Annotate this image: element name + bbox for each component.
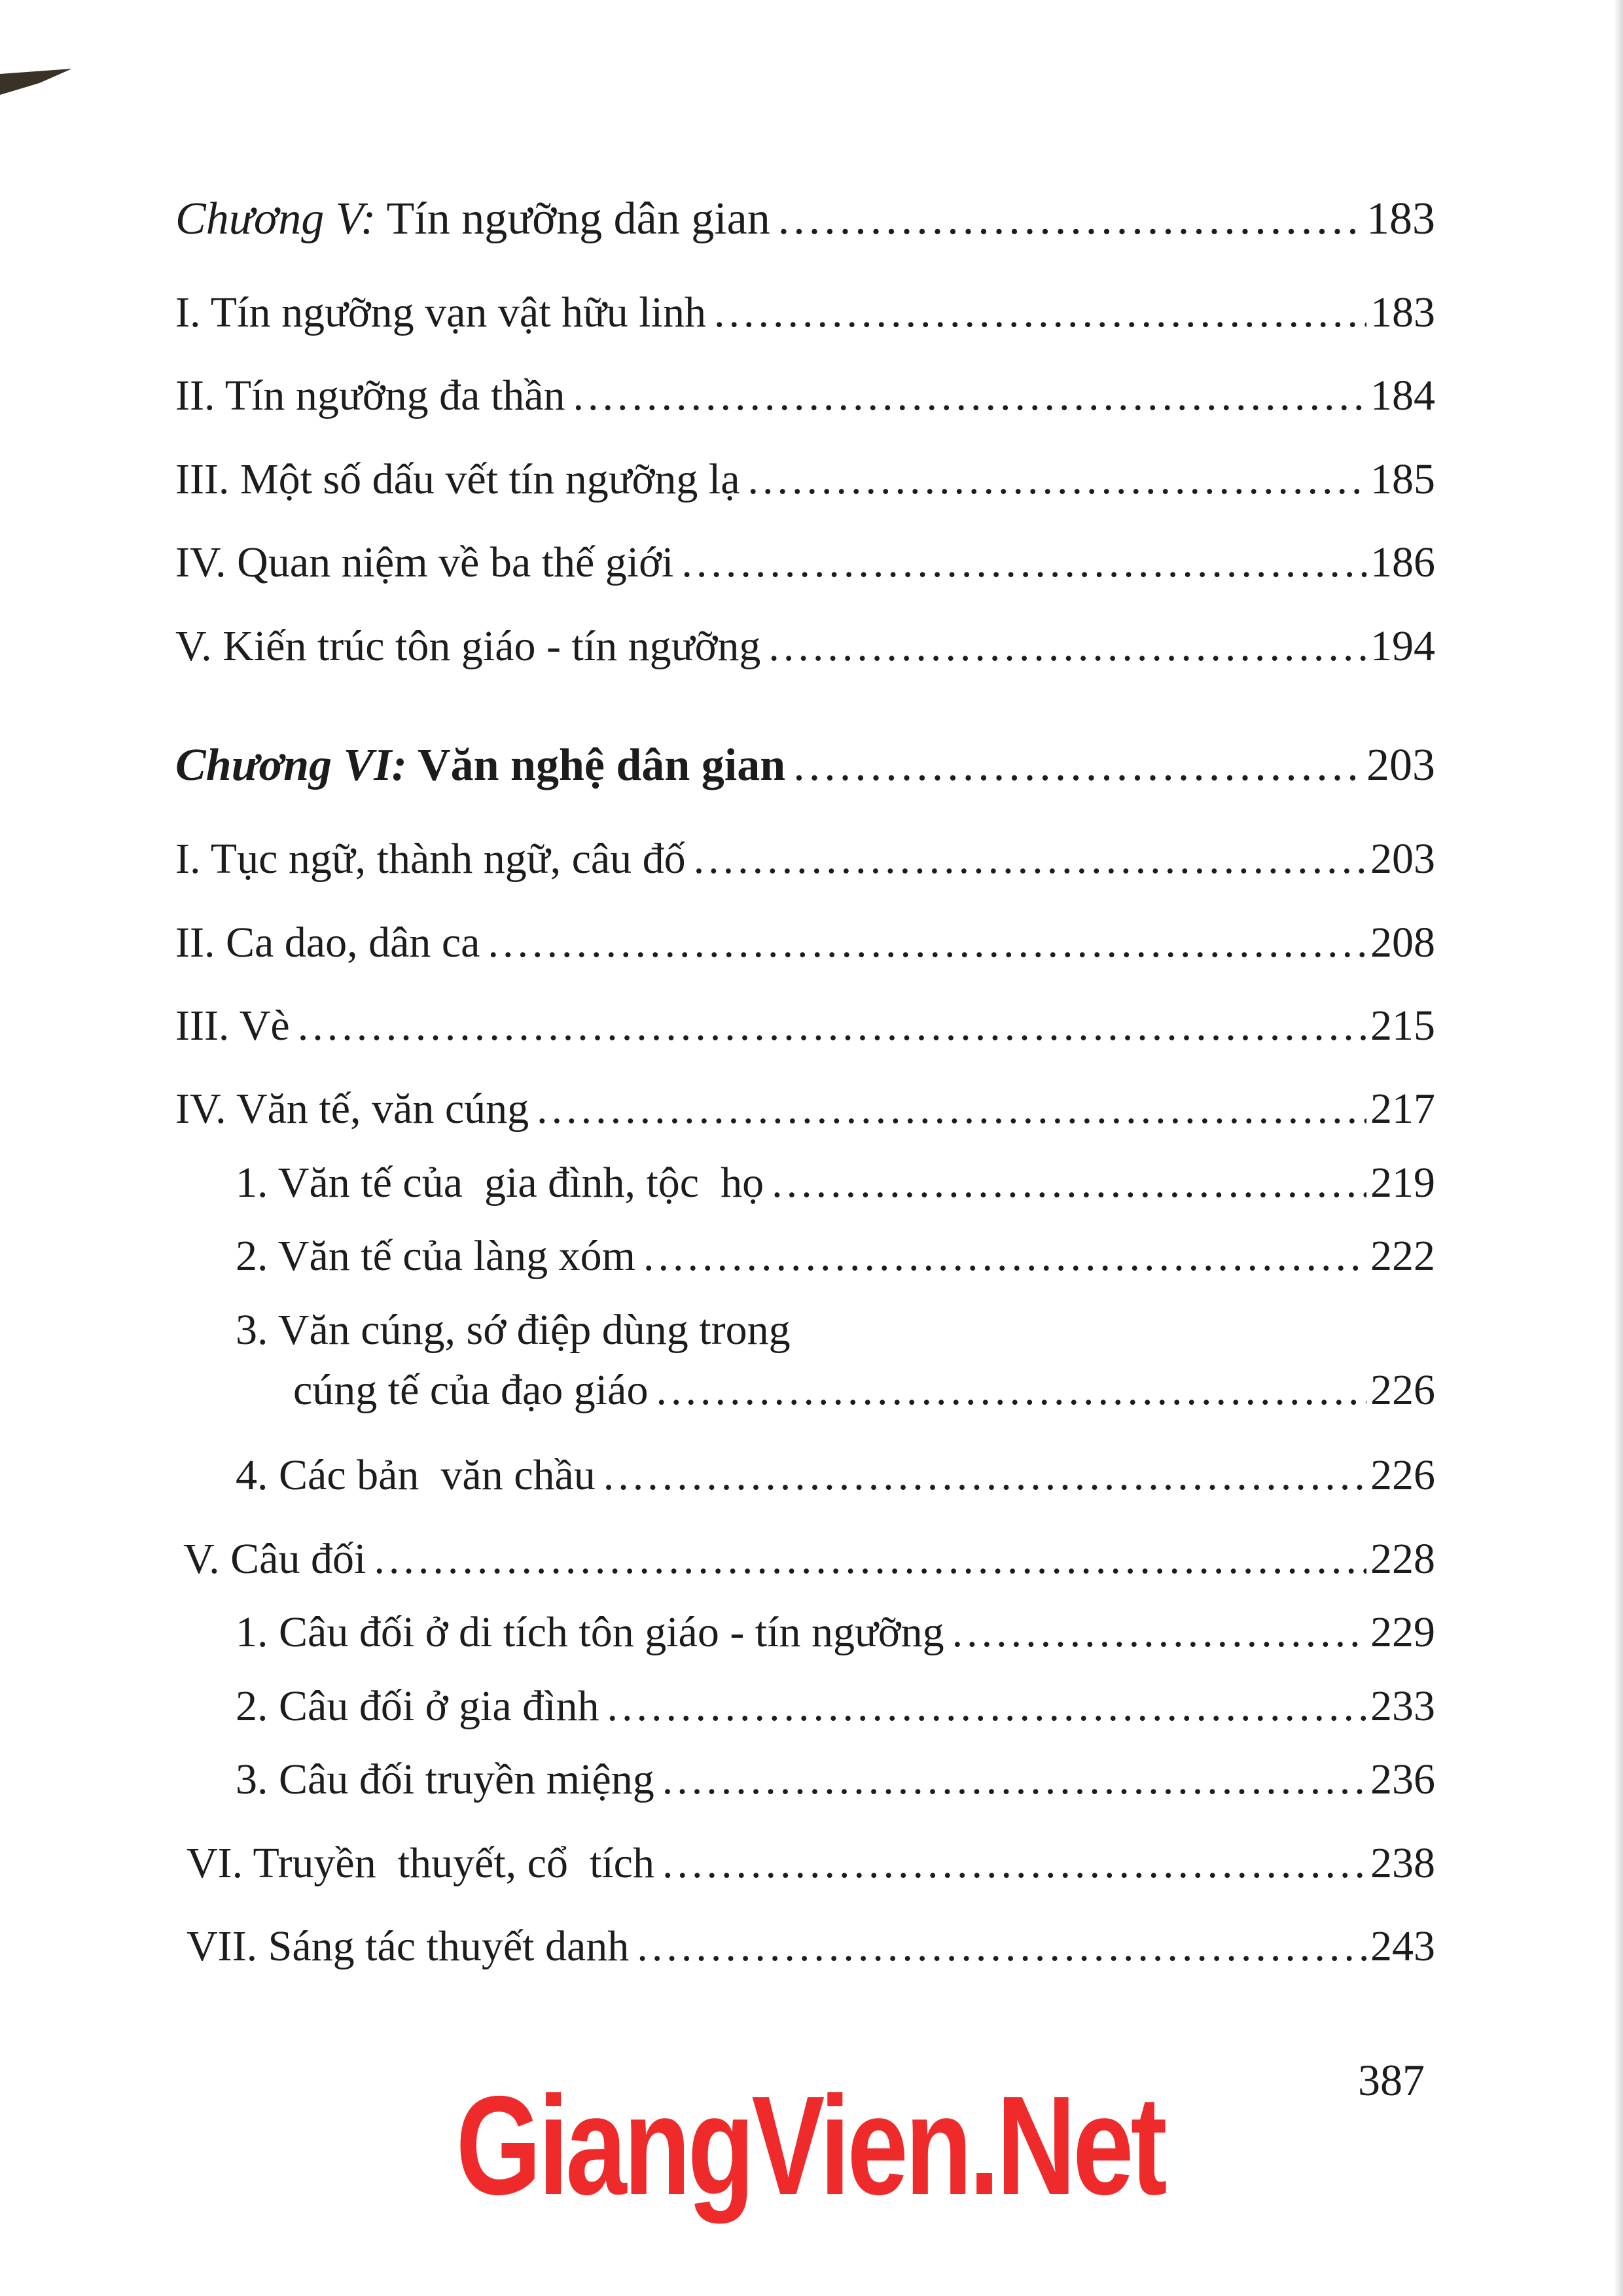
toc-entry [183,1535,1435,1583]
leader-dots [573,374,1366,417]
chapter-prefix: Chương V: [175,194,376,244]
page-number: 222 [1370,1232,1435,1280]
leader-dots [488,921,1366,964]
chapter-prefix: Chương VI: [175,740,407,790]
entry-continuation: cúng tế của đạo giáo [293,1366,649,1414]
entry-title: 1. Văn tế của gia đình, tộc họ [236,1159,764,1207]
page-edge-shadow [1614,0,1623,2296]
leader-dots [298,1004,1366,1048]
toc-entry [175,1087,1435,1131]
toc-entry-sub [236,1608,1435,1656]
leader-dots [772,1161,1366,1205]
page-number: 217 [1370,1085,1435,1133]
page-number: 185 [1370,455,1435,503]
entry-title: V. Câu đối [183,1535,366,1583]
page-number: 243 [1370,1922,1435,1970]
leader-dots [793,743,1363,788]
toc-entry [175,835,1435,883]
leader-dots [643,1235,1366,1278]
entry-title: VII. Sáng tác thuyết danh [187,1922,630,1970]
page-number: 184 [1370,372,1435,419]
watermark-text: GiangVien.Net [455,2066,1164,2224]
leader-dots [714,291,1366,334]
entry-title: V. Kiến trúc tôn giáo - tín ngưỡng [175,622,761,670]
leader-dots [537,1087,1366,1131]
toc-entry [175,921,1435,964]
leader-dots [778,196,1363,242]
page-number: 226 [1370,1366,1435,1414]
leader-dots [694,838,1366,881]
page-number: 236 [1370,1756,1435,1803]
toc-entry [175,455,1435,503]
page-number: 183 [1370,289,1435,336]
toc-entry-sub [236,1758,1435,1801]
page-number: 203 [1366,740,1435,790]
toc-entry [175,1004,1435,1048]
leader-dots [656,1369,1366,1412]
entry-title: 3. Câu đối truyền miệng [236,1756,654,1803]
toc-entry-sub [293,1366,1435,1414]
entry-title: 4. Các bản văn chầu [236,1451,596,1499]
page-number: 233 [1370,1682,1435,1730]
page-number: 228 [1370,1535,1435,1583]
toc-entry-sub [236,1682,1435,1730]
entry-title: 3. Văn cúng, sớ điệp dùng trong [236,1306,791,1354]
toc-entry [175,291,1435,334]
page-folio-number: 387 [1358,2055,1425,2105]
chapter-title: Văn nghệ dân gian [406,740,786,790]
entry-title: II. Tín ngưỡng đa thần [175,372,565,419]
page-number: 186 [1370,539,1435,586]
entry-title: I. Tín ngưỡng vạn vật hữu linh [175,289,706,336]
page-number: 208 [1370,919,1435,966]
page-number: 203 [1370,835,1435,883]
entry-title: I. Tục ngữ, thành ngữ, câu đố [175,835,686,883]
entry-title: VI. Truyền thuyết, cổ tích [187,1839,654,1887]
leader-dots [607,1685,1366,1728]
entry-title: 2. Văn tế của làng xóm [236,1232,635,1280]
page-number: 194 [1370,622,1435,670]
page-edge-mark [0,69,72,95]
entry-title: IV. Quan niệm về ba thế giới [175,539,674,586]
entry-title: II. Ca dao, dân ca [175,919,480,966]
page-number: 215 [1370,1002,1435,1050]
leader-dots [952,1611,1366,1654]
page-number: 229 [1370,1608,1435,1656]
entry-title: 2. Câu đối ở gia đình [236,1682,599,1730]
leader-dots [637,1925,1366,1968]
toc-entry [187,1839,1435,1887]
toc-entry-sub [236,1232,1435,1280]
toc-entry-chapter-5 [175,196,1435,242]
toc-entry [175,374,1435,417]
toc-entry [175,622,1435,670]
chapter-title: Tín ngưỡng dân gian [376,194,770,244]
entry-title: IV. Văn tế, văn cúng [175,1085,529,1133]
entry-title: 1. Câu đối ở di tích tôn giáo - tín ngưỡng [236,1608,944,1656]
page-number: 219 [1370,1159,1435,1207]
page-number: 183 [1366,194,1435,244]
leader-dots [662,1842,1366,1885]
leader-dots [374,1538,1366,1581]
leader-dots [603,1454,1366,1497]
entry-title: III. Vè [175,1002,290,1050]
page-number: 238 [1370,1839,1435,1887]
toc-entry [187,1922,1435,1970]
toc-entry-sub [236,1161,1435,1205]
leader-dots [681,541,1366,584]
toc-entry-sub [236,1451,1435,1499]
leader-dots [748,458,1366,501]
leader-dots [662,1758,1366,1801]
leader-dots [768,625,1366,668]
page-number: 226 [1370,1451,1435,1499]
toc-entry [175,541,1435,584]
toc-entry-chapter-6 [175,740,1435,790]
entry-title: III. Một số dấu vết tín ngưỡng lạ [175,455,740,503]
